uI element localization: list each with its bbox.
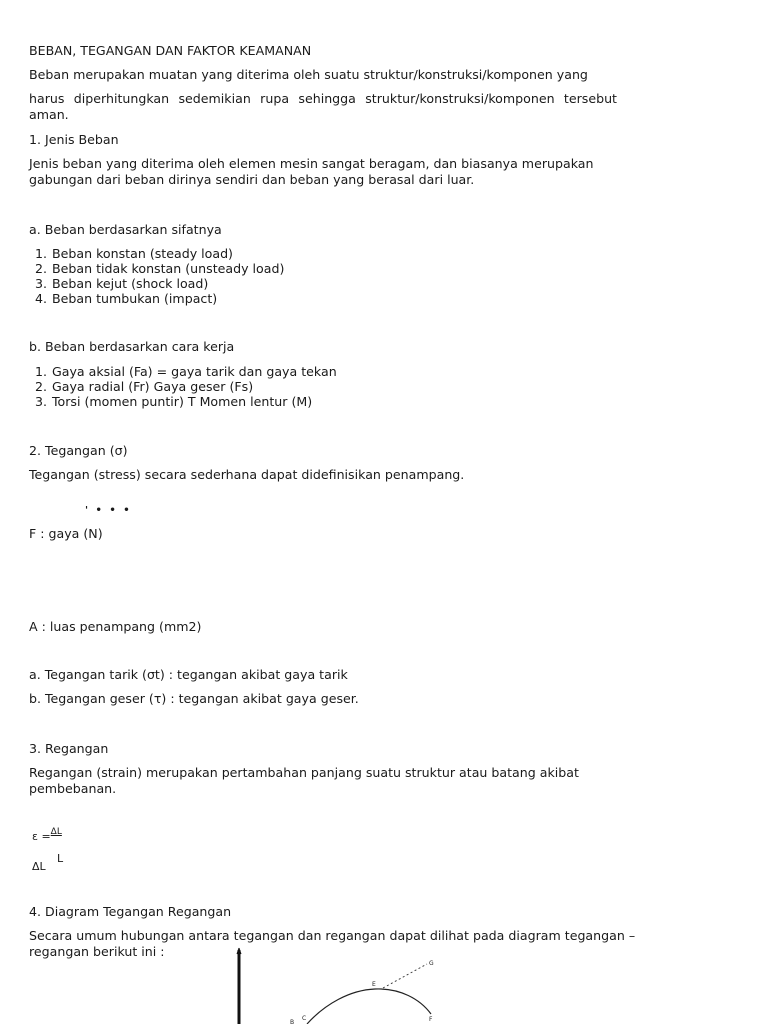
section-2-paragraph: Tegangan (stress) secara sederhana dapat didefinisikan penampang.: [29, 467, 465, 482]
section-1-paragraph-line-2: gabungan dari beban dirinya sendiri dan beban yang berasal dari luar.: [29, 172, 475, 187]
intro-paragraph-line-3: aman.: [29, 107, 69, 122]
section-4-paragraph-line-1: Secara umum hubungan antara tegangan dan regangan dapat dilihat pada diagram tegangan –: [29, 928, 636, 943]
list-item: 4. Beban tumbukan (impact): [34, 291, 218, 306]
list-item: 2. Gaya radial (Fr) Gaya geser (Fs): [34, 379, 254, 394]
load-nature-list: [29, 246, 284, 306]
strain-formula-length: L: [57, 852, 64, 865]
strain-formula: [32, 829, 62, 846]
list-item: 3. Torsi (momen puntir) T Momen lentur (M): [34, 394, 313, 409]
intro-paragraph-line-2: harus diperhitungkan sedemikian rupa sehingga struktur/konstruksi/komponen tersebut: [29, 91, 617, 106]
stress-strain-curve: [307, 989, 431, 1024]
point-b-label: B: [290, 1019, 295, 1024]
area-definition: A : luas penampang (mm2): [29, 619, 202, 634]
list-item: 3. Beban kejut (shock load): [34, 276, 209, 291]
load-work-list: [29, 364, 337, 409]
strain-formula-delta: ΔL: [32, 860, 46, 873]
section-1a-heading: a. Beban berdasarkan sifatnya: [29, 222, 222, 237]
list-item: 1. Beban konstan (steady load): [34, 246, 233, 261]
section-4-heading: 4. Diagram Tegangan Regangan: [29, 904, 232, 919]
section-1-heading: 1. Jenis Beban: [29, 132, 119, 147]
point-g-label: G: [429, 960, 434, 967]
section-1b-heading: b. Beban berdasarkan cara kerja: [29, 339, 235, 354]
force-definition: F : gaya (N): [29, 526, 103, 541]
section-3-paragraph-line-2: pembebanan.: [29, 781, 117, 796]
section-1-paragraph-line-1: Jenis beban yang diterima oleh elemen mesin sangat beragam, dan biasanya merupakan: [29, 156, 594, 171]
tensile-stress-definition: a. Tegangan tarik (σt) : tegangan akibat gaya tarik: [29, 667, 348, 682]
shear-stress-definition: b. Tegangan geser (τ) : tegangan akibat gaya geser.: [29, 691, 359, 706]
point-c-label: C: [302, 1015, 307, 1022]
section-4-paragraph-line-2: regangan berikut ini :: [29, 944, 165, 959]
projection-dashed-line: [383, 964, 427, 988]
point-f-label: F: [429, 1016, 433, 1023]
section-3-heading: 3. Regangan: [29, 741, 109, 756]
intro-paragraph-line-1: Beban merupakan muatan yang diterima oleh suatu struktur/konstruksi/komponen yang: [29, 67, 588, 82]
strain-formula-lhs: ε =: [32, 830, 51, 843]
formula-fragment: ' • • •: [85, 505, 132, 516]
section-2-heading: 2. Tegangan (σ): [29, 443, 128, 458]
list-item: 1. Gaya aksial (Fa) = gaya tarik dan gaya tekan: [34, 364, 337, 379]
point-e-label: E: [372, 981, 376, 988]
section-3-paragraph-line-1: Regangan (strain) merupakan pertambahan panjang suatu struktur atau batang akibat: [29, 765, 579, 780]
list-item: 2. Beban tidak konstan (unsteady load): [34, 261, 285, 276]
document-title: BEBAN, TEGANGAN DAN FAKTOR KEAMANAN: [29, 43, 312, 58]
stress-strain-diagram: [225, 944, 455, 1024]
strain-formula-numerator: ΔL: [50, 827, 62, 837]
